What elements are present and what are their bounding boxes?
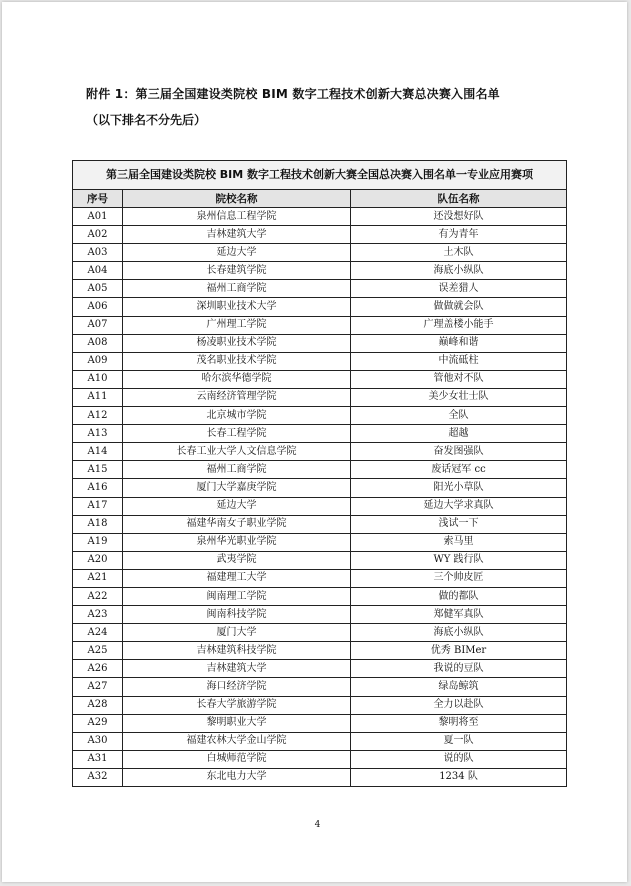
cell-number: A30 bbox=[73, 732, 123, 750]
cell-school-name: 茂名职业技术学院 bbox=[123, 352, 351, 370]
cell-school-name: 吉林建筑大学 bbox=[123, 660, 351, 678]
column-header-team: 队伍名称 bbox=[351, 190, 567, 208]
cell-number: A27 bbox=[73, 678, 123, 696]
table-row bbox=[73, 461, 567, 479]
page-number: 4 bbox=[314, 820, 321, 830]
table-row bbox=[73, 551, 567, 569]
cell-team-name: 绿岛鲸筑 bbox=[351, 678, 567, 696]
table-row bbox=[73, 569, 567, 587]
table-row bbox=[73, 226, 567, 244]
cell-number: A02 bbox=[73, 226, 123, 244]
cell-number: A16 bbox=[73, 479, 123, 497]
cell-team-name: 巅峰和谐 bbox=[351, 334, 567, 352]
cell-school-name: 长春工程学院 bbox=[123, 425, 351, 443]
table-row bbox=[73, 298, 567, 316]
table-row bbox=[73, 316, 567, 334]
cell-number: A32 bbox=[73, 768, 123, 786]
table-body bbox=[73, 208, 567, 787]
cell-school-name: 广州理工学院 bbox=[123, 316, 351, 334]
document-page bbox=[2, 2, 627, 882]
column-header-number: 序号 bbox=[73, 190, 123, 208]
cell-team-name: 广理盖楼小能手 bbox=[351, 316, 567, 334]
table-row bbox=[73, 280, 567, 298]
cell-number: A23 bbox=[73, 606, 123, 624]
cell-school-name: 北京城市学院 bbox=[123, 407, 351, 425]
cell-number: A29 bbox=[73, 714, 123, 732]
cell-number: A21 bbox=[73, 569, 123, 587]
cell-number: A28 bbox=[73, 696, 123, 714]
cell-team-name: 有为青年 bbox=[351, 226, 567, 244]
cell-team-name: 奋发图强队 bbox=[351, 443, 567, 461]
cell-number: A31 bbox=[73, 750, 123, 768]
cell-number: A05 bbox=[73, 280, 123, 298]
cell-school-name: 福建农林大学金山学院 bbox=[123, 732, 351, 750]
cell-school-name: 长春大学旅游学院 bbox=[123, 696, 351, 714]
cell-school-name: 海口经济学院 bbox=[123, 678, 351, 696]
table-row bbox=[73, 425, 567, 443]
table-row bbox=[73, 714, 567, 732]
cell-team-name: 土木队 bbox=[351, 244, 567, 262]
cell-number: A22 bbox=[73, 587, 123, 605]
cell-school-name: 福建理工大学 bbox=[123, 569, 351, 587]
table-row bbox=[73, 750, 567, 768]
cell-school-name: 吉林建筑大学 bbox=[123, 226, 351, 244]
cell-team-name: 海底小纵队 bbox=[351, 262, 567, 280]
cell-team-name: 管他对不队 bbox=[351, 370, 567, 388]
cell-number: A26 bbox=[73, 660, 123, 678]
cell-team-name: 浅试一下 bbox=[351, 515, 567, 533]
table-row bbox=[73, 244, 567, 262]
table-row bbox=[73, 768, 567, 786]
cell-school-name: 长春工业大学人文信息学院 bbox=[123, 443, 351, 461]
table-row bbox=[73, 533, 567, 551]
cell-number: A06 bbox=[73, 298, 123, 316]
cell-school-name: 闽南科技学院 bbox=[123, 606, 351, 624]
cell-team-name: 美少女壮士队 bbox=[351, 388, 567, 406]
cell-team-name: 做的都队 bbox=[351, 587, 567, 605]
cell-team-name: WY 践行队 bbox=[351, 551, 567, 569]
cell-team-name: 误差猎人 bbox=[351, 280, 567, 298]
cell-number: A14 bbox=[73, 443, 123, 461]
cell-school-name: 厦门大学 bbox=[123, 624, 351, 642]
column-header-school: 院校名称 bbox=[123, 190, 351, 208]
cell-school-name: 深圳职业技术大学 bbox=[123, 298, 351, 316]
cell-number: A09 bbox=[73, 352, 123, 370]
cell-number: A13 bbox=[73, 425, 123, 443]
cell-team-name: 做做就会队 bbox=[351, 298, 567, 316]
table-row bbox=[73, 497, 567, 515]
table-row bbox=[73, 732, 567, 750]
cell-team-name: 我说的豆队 bbox=[351, 660, 567, 678]
cell-school-name: 延边大学 bbox=[123, 497, 351, 515]
table-row bbox=[73, 208, 567, 226]
cell-school-name: 长春建筑学院 bbox=[123, 262, 351, 280]
cell-school-name: 云南经济管理学院 bbox=[123, 388, 351, 406]
table-row bbox=[73, 479, 567, 497]
cell-school-name: 哈尔滨华德学院 bbox=[123, 370, 351, 388]
table-row bbox=[73, 515, 567, 533]
table-row bbox=[73, 642, 567, 660]
cell-number: A11 bbox=[73, 388, 123, 406]
cell-team-name: 三个帅皮匠 bbox=[351, 569, 567, 587]
cell-school-name: 白城师范学院 bbox=[123, 750, 351, 768]
cell-school-name: 延边大学 bbox=[123, 244, 351, 262]
document-subheading: （以下排名不分先后） bbox=[86, 113, 207, 127]
cell-school-name: 泉州华光职业学院 bbox=[123, 533, 351, 551]
table-row bbox=[73, 624, 567, 642]
cell-team-name: 海底小纵队 bbox=[351, 624, 567, 642]
table-header-row bbox=[73, 190, 567, 208]
table-row bbox=[73, 407, 567, 425]
cell-team-name: 废话冠军 cc bbox=[351, 461, 567, 479]
cell-team-name: 1234 队 bbox=[351, 768, 567, 786]
cell-team-name: 夏一队 bbox=[351, 732, 567, 750]
cell-school-name: 福州工商学院 bbox=[123, 280, 351, 298]
cell-number: A01 bbox=[73, 208, 123, 226]
cell-number: A18 bbox=[73, 515, 123, 533]
cell-team-name: 超越 bbox=[351, 425, 567, 443]
cell-number: A04 bbox=[73, 262, 123, 280]
table-row bbox=[73, 443, 567, 461]
cell-team-name: 黎明将至 bbox=[351, 714, 567, 732]
cell-team-name: 郑健军真队 bbox=[351, 606, 567, 624]
table-row bbox=[73, 334, 567, 352]
cell-school-name: 东北电力大学 bbox=[123, 768, 351, 786]
cell-team-name: 全队 bbox=[351, 407, 567, 425]
cell-number: A03 bbox=[73, 244, 123, 262]
cell-team-name: 优秀 BIMer bbox=[351, 642, 567, 660]
table-row bbox=[73, 352, 567, 370]
cell-number: A20 bbox=[73, 551, 123, 569]
cell-number: A24 bbox=[73, 624, 123, 642]
cell-number: A19 bbox=[73, 533, 123, 551]
cell-number: A12 bbox=[73, 407, 123, 425]
cell-school-name: 福州工商学院 bbox=[123, 461, 351, 479]
cell-school-name: 闽南理工学院 bbox=[123, 587, 351, 605]
table-row bbox=[73, 696, 567, 714]
finalist-table bbox=[72, 160, 567, 787]
table-row bbox=[73, 388, 567, 406]
table-row bbox=[73, 262, 567, 280]
table-row bbox=[73, 587, 567, 605]
table-row bbox=[73, 370, 567, 388]
cell-number: A08 bbox=[73, 334, 123, 352]
cell-school-name: 厦门大学嘉庚学院 bbox=[123, 479, 351, 497]
cell-team-name: 中流砥柱 bbox=[351, 352, 567, 370]
table-title-row bbox=[73, 161, 567, 190]
cell-team-name: 索马里 bbox=[351, 533, 567, 551]
cell-number: A25 bbox=[73, 642, 123, 660]
cell-number: A10 bbox=[73, 370, 123, 388]
cell-team-name: 阳光小草队 bbox=[351, 479, 567, 497]
cell-number: A07 bbox=[73, 316, 123, 334]
document-heading: 附件 1：第三届全国建设类院校 BIM 数字工程技术创新大赛总决赛入围名单 bbox=[86, 87, 500, 101]
cell-school-name: 黎明职业大学 bbox=[123, 714, 351, 732]
cell-school-name: 福建华南女子职业学院 bbox=[123, 515, 351, 533]
cell-school-name: 吉林建筑科技学院 bbox=[123, 642, 351, 660]
cell-school-name: 杨凌职业技术学院 bbox=[123, 334, 351, 352]
table-row bbox=[73, 606, 567, 624]
cell-team-name: 说的队 bbox=[351, 750, 567, 768]
cell-school-name: 泉州信息工程学院 bbox=[123, 208, 351, 226]
cell-team-name: 延边大学求真队 bbox=[351, 497, 567, 515]
cell-team-name: 还没想好队 bbox=[351, 208, 567, 226]
cell-number: A15 bbox=[73, 461, 123, 479]
cell-team-name: 全力以赴队 bbox=[351, 696, 567, 714]
table-row bbox=[73, 678, 567, 696]
cell-school-name: 武夷学院 bbox=[123, 551, 351, 569]
table-row bbox=[73, 660, 567, 678]
table-title: 第三届全国建设类院校 BIM 数字工程技术创新大赛全国总决赛入围名单一专业应用赛项 bbox=[73, 161, 567, 190]
cell-number: A17 bbox=[73, 497, 123, 515]
